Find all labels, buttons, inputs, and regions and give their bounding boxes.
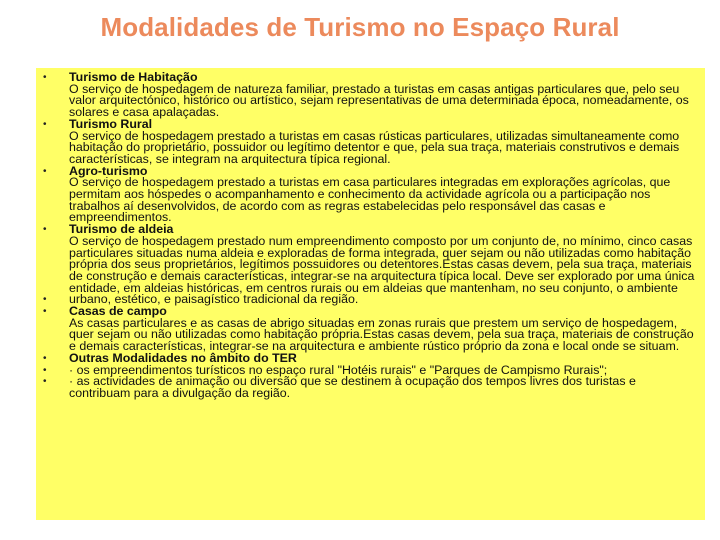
item-body: O serviço de hospedagem prestado a turistas em casas rústicas particulares, utilizadas simultaneamente como habitação do proprietário, possuidor ou legítimo detentor e que, pela sua traça, materiais construtivos e demais características, se integram na arquitectura típica regional.: [69, 128, 680, 166]
item-body: O serviço de hospedagem prestado a turistas em casa particulares integradas em explorações agrícolas, que permitam aos hóspedes o acompanhamento e conhecimento da actividade agrícola ou a participação nos trabalhos aí desenvolvidos, de acordo com as regras estabelecidas pelo responsável das casas e empreendimentos.: [69, 175, 671, 225]
bullet-icon: •: [43, 306, 47, 318]
bullet-item: [36, 376, 705, 399]
item-body: · os empreendimentos turísticos no espaço rural "Hotéis rurais" e "Parques de Campismo Rurais";: [69, 362, 608, 377]
bullet-list: [36, 72, 705, 400]
item-body: urbano, estético, e paisagístico tradicional da região.: [69, 292, 359, 307]
item-heading: Casas de campo: [69, 304, 167, 319]
bullet-icon: •: [43, 352, 47, 364]
item-heading: Agro-turismo: [69, 163, 148, 178]
bullet-icon: •: [43, 294, 47, 306]
bullet-icon: •: [43, 72, 47, 83]
bullet-item: [36, 72, 705, 119]
bullet-icon: •: [43, 376, 47, 388]
bullet-icon: •: [43, 224, 47, 236]
item-heading: Turismo de Habitação: [69, 70, 198, 84]
item-body: O serviço de hospedagem de natureza familiar, prestado a turistas em casas antigas particulares que, pelo seu valor arquitectónico, histórico ou artístico, sejam representativas de uma determinada época, nomeadamente, os solares e casa apalaçadas.: [69, 81, 689, 120]
item-body: · as actividades de animação ou diversão que se destinem à ocupação dos tempos livres dos turistas e contribuam para a divulgação da região.: [69, 374, 636, 400]
bullet-icon: •: [43, 364, 47, 376]
item-heading: Outras Modalidades no âmbito do TER: [69, 350, 297, 365]
bullet-item: [36, 224, 705, 294]
slide-title: Modalidades de Turismo no Espaço Rural: [100, 12, 620, 42]
item-heading: Turismo Rural: [69, 116, 153, 131]
bullet-icon: •: [43, 118, 47, 130]
item-body: O serviço de hospedagem prestado num empreendimento composto por um conjunto de, no mínimo, cinco casas particulares situadas numa aldeia e exploradas de forma integrada, quer sejam ou não utilizadas como habitação própria dos seus proprietários, legítimos possuidores ou detentores.Estas casas devem, pela sua traça, materiais de construção e demais características, integrar-se na arquitectura típica local. Deve ser explorado por uma única entidade, em aldeias históricas, em centros rurais ou em aldeias que mantenham, no seu conjunto, o ambiente: [69, 233, 695, 295]
item-body: As casas particulares e as casas de abrigo situadas em zonas rurais que prestem um serviço de hospedagem, quer sejam ou não utilizadas como habitação própria.Estas casas devem, pela sua traça, materiais de construção e demais características, integrar-se na arquitectura e ambiente rústico próprio da zona e local onde se situam.: [69, 315, 694, 354]
item-heading: Turismo de aldeia: [69, 222, 174, 237]
content-box: [36, 68, 705, 520]
bullet-item: [36, 116, 705, 166]
bullet-item: [36, 306, 705, 353]
bullet-icon: •: [43, 165, 47, 177]
bullet-item: [36, 163, 705, 225]
